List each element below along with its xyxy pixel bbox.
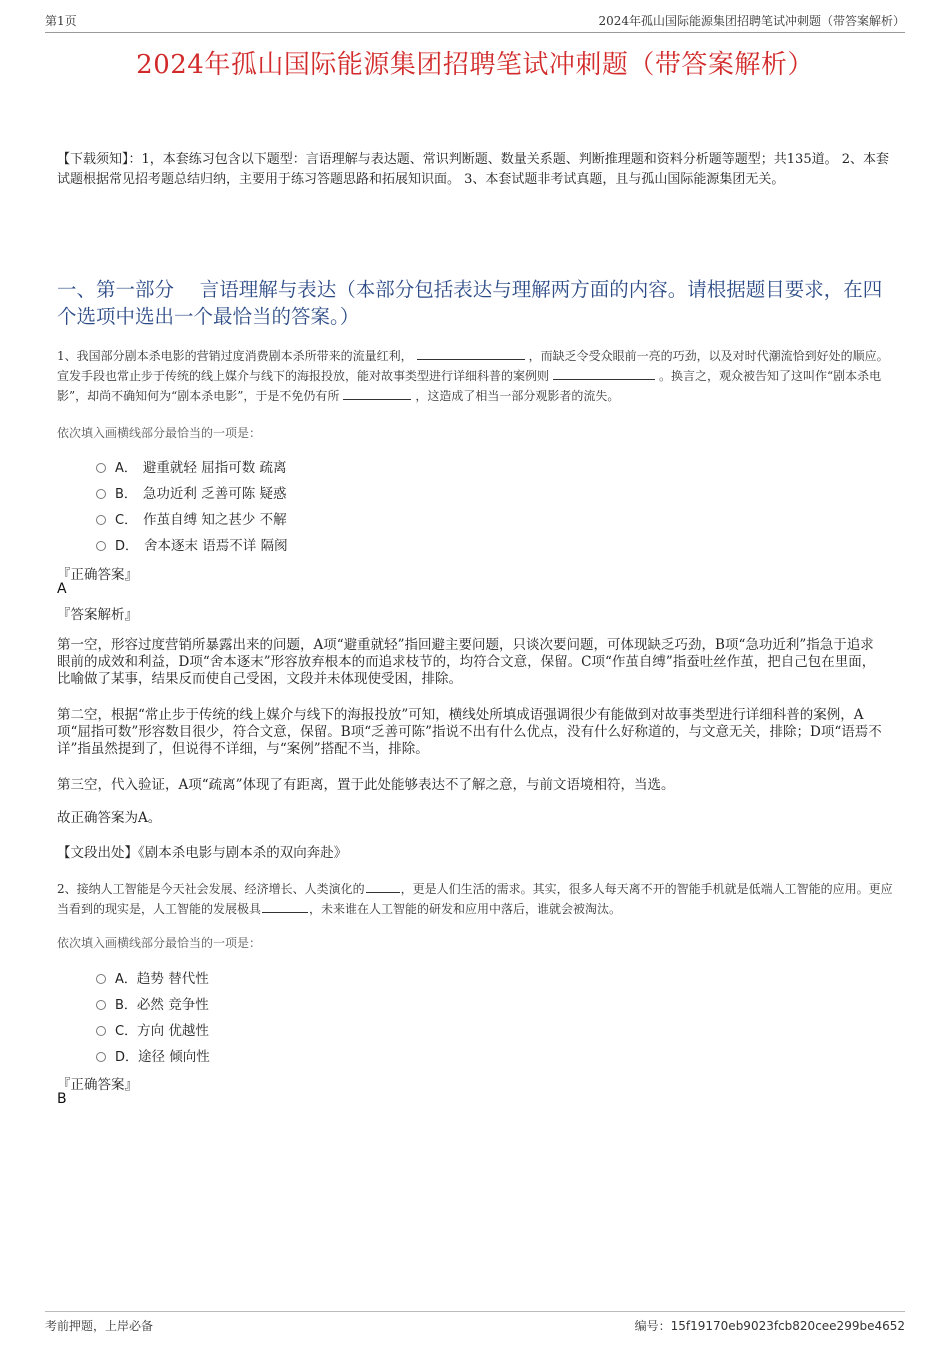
header-doc-title: 2024年孤山国际能源集团招聘笔试冲刺题（带答案解析）: [598, 14, 905, 28]
option-b[interactable]: [96, 990, 210, 1016]
analysis-paragraph-2: 第二空，根据“常止步于传统的线上媒介与线下的海报投放”可知，横线处所填成语强调很少有能做到对故事类型进行详细科普的案例，A项“屈指可数”形容数目很少，符合文意，保留。B项“乏善可陈”指说不出有什么优点，没有什么好称道的，与文意无关，排除；D项“语焉不详”指虽然提到了，但说得不详细，与“案例”搭配不当，排除。: [57, 707, 882, 757]
answer-blank: [417, 346, 525, 360]
question-1-options: [96, 453, 288, 557]
question-1-text: [57, 346, 897, 406]
option-letter: C．: [115, 1023, 138, 1039]
option-letter: D．: [115, 1049, 139, 1065]
answer-blank: [366, 879, 400, 893]
option-text: 作茧自缚 知之甚少 不解: [143, 512, 287, 528]
analysis-label: 『答案解析』: [57, 607, 138, 623]
option-letter: D．: [115, 538, 139, 554]
option-text: 必然 竞争性: [136, 997, 209, 1013]
option-b[interactable]: [96, 479, 288, 505]
radio-button-icon[interactable]: [96, 489, 106, 499]
radio-button-icon[interactable]: [96, 1000, 106, 1010]
option-text: 避重就轻 屈指可数 疏离: [142, 460, 287, 476]
serial-number: 15f19170eb9023fcb820cee299be4652: [670, 1319, 905, 1333]
page-header: [45, 12, 905, 33]
option-letter: A．: [115, 971, 137, 987]
question-2-options: [96, 964, 210, 1068]
q1-text-part: 。换言之，观众被告知了这叫作“剧本杀电影”，却尚不确知何为“剧本杀电影”，于是不免仍有所: [57, 369, 882, 403]
q1-text-part: ，这造成了相当一部分观影者的流失。: [415, 389, 620, 403]
option-a[interactable]: [96, 964, 210, 990]
option-letter: B．: [115, 997, 137, 1013]
download-notice: 【下载须知】：1，本套练习包含以下题型：言语理解与表达题、常识判断题、数量关系题、判断推理题和资料分析题等题型；共135道。 2、本套试题根据常见招考题总结归纳，主要用于练习答题思路和拓展知识面。 3、本套试题非考试真题，且与孤山国际能源集团无关。: [57, 152, 889, 187]
footer-serial: [635, 1317, 905, 1334]
option-text: 途径 倾向性: [138, 1049, 210, 1065]
q1-text-part: ，而缺乏令受众眼前一亮的巧劲，以及对时代潮流恰到好处的顺应。宣发手段也常止步于传统的线上媒介与线下的海报投放，能对故事类型进行详细科普的案例则: [57, 349, 889, 383]
correct-answer: B: [57, 1091, 67, 1107]
option-text: 方向 优越性: [137, 1023, 209, 1039]
correct-answer-label: 『正确答案』: [57, 1077, 138, 1093]
q2-text-part: ，未来谁在人工智能的研发和应用中落后，谁就会被淘汰。: [309, 902, 622, 916]
radio-button-icon[interactable]: [96, 1026, 106, 1036]
radio-button-icon[interactable]: [96, 541, 106, 551]
q2-text-part: ，更是人们生活的需求。其实，很多人每天离不开的智能手机就是低端人工智能的应用。更应当看到的现实是，人工智能的发展极具: [57, 882, 893, 916]
serial-label: 编号：: [634, 1319, 671, 1333]
document-title: 2024年孤山国际能源集团招聘笔试冲刺题（带答案解析）: [136, 50, 814, 80]
answer-blank: [262, 899, 308, 913]
text-source: 【文段出处】《剧本杀电影与剧本杀的双向奔赴》: [57, 845, 348, 861]
option-letter: A．: [115, 460, 137, 476]
option-d[interactable]: [96, 1042, 210, 1068]
option-letter: C．: [115, 512, 138, 528]
option-a[interactable]: [96, 453, 288, 479]
correct-answer: A: [57, 581, 67, 597]
correct-answer-label: 『正确答案』: [57, 567, 138, 583]
question-1-prompt: 依次填入画横线部分最恰当的一项是：: [57, 426, 262, 440]
analysis-paragraph-1: 第一空，形容过度营销所暴露出来的问题，A项“避重就轻”指回避主要问题，只谈次要问题，可体现缺乏巧劲，B项“急功近利”指急于追求眼前的成效和利益，D项“舍本逐末”形容放弃根本的而追求枝节的，均符合文意，保留。C项“作茧自缚”指蚕吐丝作茧，把自己包在里面，比喻做了某事，结果反而使自己受困，文段并未体现使受困，排除。: [57, 637, 876, 687]
q1-text-part: 1、我国部分剧本杀电影的营销过度消费剧本杀所带来的流量红利，: [57, 349, 413, 363]
analysis-paragraph-3: 第三空，代入验证，A项“疏离”体现了有距离，置于此处能够表达不了解之意，与前文语境相符，当选。: [57, 777, 675, 793]
page-footer: [45, 1311, 905, 1334]
option-c[interactable]: [96, 505, 288, 531]
option-text: 趋势 替代性: [136, 971, 209, 987]
footer-slogan: 考前押题，上岸必备: [45, 1319, 154, 1333]
option-d[interactable]: [96, 531, 288, 557]
radio-button-icon[interactable]: [96, 1052, 106, 1062]
answer-blank: [343, 386, 411, 400]
analysis-conclusion: 故正确答案为A。: [57, 810, 162, 826]
section-title: 一、第一部分 言语理解与表达（本部分包括表达与理解两方面的内容。请根据题目要求，在四个选项中选出一个最恰当的答案。）: [57, 278, 883, 328]
option-text: 急功近利 乏善可陈 疑惑: [142, 486, 287, 502]
radio-button-icon[interactable]: [96, 515, 106, 525]
option-letter: B．: [115, 486, 137, 502]
question-2-text: [57, 879, 897, 919]
radio-button-icon[interactable]: [96, 463, 106, 473]
radio-button-icon[interactable]: [96, 974, 106, 984]
answer-blank: [553, 366, 655, 380]
option-text: 舍本逐末 语焉不详 隔阂: [144, 538, 288, 554]
question-2-prompt: 依次填入画横线部分最恰当的一项是：: [57, 936, 262, 950]
page-number: 第1页: [45, 14, 77, 28]
q2-text-part: 2、接纳人工智能是今天社会发展、经济增长、人类演化的: [57, 882, 365, 896]
option-c[interactable]: [96, 1016, 210, 1042]
